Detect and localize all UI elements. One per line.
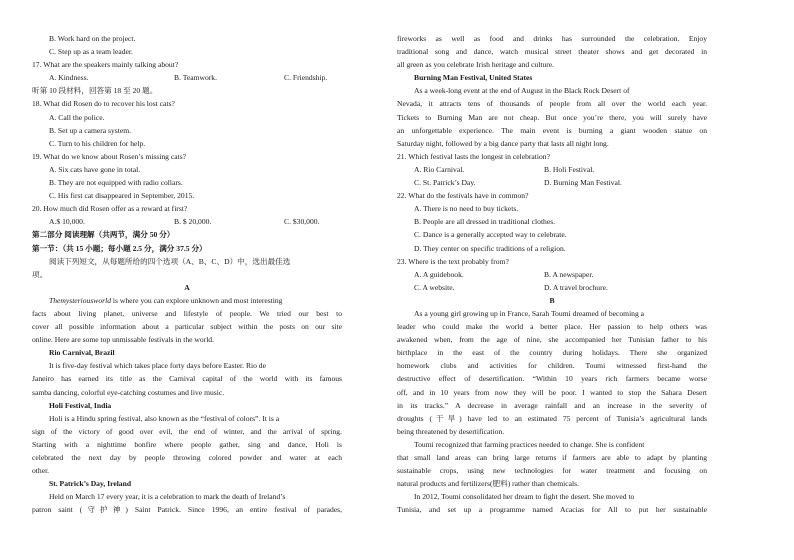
q23-option-a: A. A guidebook. — [414, 269, 464, 279]
q20-stem: 20. How much did Rosen offer as a reward at first? — [32, 204, 188, 214]
holi-line: Holi is a Hindu spring festival, also known as the “festival of colors”. It is a — [49, 413, 280, 423]
q23-options-row1 — [397, 268, 707, 281]
passage-b-line: In 2012, Toumi consolidated her dream to fight the desert. She moved to — [414, 492, 635, 502]
passage-b-line: being threatened by desertification. — [397, 426, 505, 436]
rio-line: Janeiro has earned its title as the Carnival capital of the world with its famous — [32, 374, 342, 384]
q20-options — [32, 215, 342, 228]
q17-stem: 17. What are the speakers mainly talking about? — [32, 60, 179, 70]
passage-a-line: cover all possible information about a particular subject within the posts on our site — [32, 322, 342, 332]
q20-option-a: A.$ 10,000. — [49, 217, 85, 227]
site-name: Themysteriousworld — [49, 295, 112, 305]
q21-option-d: D. Burning Man Festival. — [544, 178, 622, 188]
st-patricks-heading: St. Patrick’s Day, Ireland — [49, 479, 132, 489]
q22-option-a: A. There is no need to buy tickets. — [414, 204, 519, 214]
holi-line: celebrated the next day by people throwing colored powder and water at each — [32, 453, 342, 462]
q23-option-b: B. A newspaper. — [544, 269, 594, 279]
passage-b-line: leader who could make the world a better place. Her passion to help others was — [397, 322, 707, 332]
q23-stem: 23. Where is the text probably from? — [397, 256, 509, 266]
q21-option-a: A. Rio Carnival. — [414, 164, 465, 174]
q18-option-b: B. Set up a camera system. — [49, 125, 132, 135]
q19-option-b: B. They are not equipped with radio collars. — [49, 178, 183, 188]
st-patricks-line: Held on March 17 every year, it is a celebration to mark the death of Ireland’s — [49, 492, 286, 502]
q18-option-a: A. Call the police. — [49, 112, 105, 122]
right-column — [397, 32, 707, 516]
q18-option-c: C. Turn to his children for help. — [49, 138, 146, 148]
instruction-line-2: 项。 — [32, 269, 48, 279]
passage-b-line: awakened when, from the age of nine, she accompanied her Tunisian father to his — [397, 335, 707, 345]
q17-option-b: B. Teamwork. — [174, 73, 217, 83]
q21-options-row1 — [397, 163, 707, 176]
burning-man-line: Saturday night, followed by a big dance party that lasts all night long. — [397, 138, 609, 148]
part-two-heading: 第二部分 阅读理解（共两节，满分 50 分） — [32, 230, 175, 240]
passage-b-line: Toumi recognized that farming practices needed to change. She is confident — [414, 439, 645, 449]
passage-b-line: that small land areas can bring large returns if farmers are able to adapt by planting — [397, 453, 707, 462]
q19-stem: 19. What do we know about Rosen’s missing cats? — [32, 151, 187, 161]
q22-stem: 22. What do the festivals have in common? — [397, 191, 529, 201]
q17-options — [32, 71, 342, 84]
holi-line: Starting with a nighttime bonfire where people gather, sing and dance, Holi is — [32, 439, 342, 449]
st-patricks-line: traditional song and dance, watch musical street theater shows and get decorated in — [397, 47, 707, 57]
q17-option-a: A. Kindness. — [49, 73, 89, 83]
holi-line: other. — [32, 466, 50, 476]
q23-option-d: D. A travel brochure. — [544, 282, 608, 292]
q22-option-b: B. People are all dressed in traditional clothes. — [414, 217, 556, 227]
burning-man-line: As a week-long event at the end of August in the Black Rock Desert of — [414, 86, 630, 96]
st-patricks-line: patron saint (守护神) Saint Patrick. Since 1996, an entire festival of parades, — [32, 505, 342, 515]
passage-b-line: As a young girl growing up in France, Sarah Toumi dreamed of becoming a — [414, 308, 645, 318]
rio-carnival-heading: Rio Carnival, Brazil — [49, 348, 115, 358]
q22-option-d: D. They center on specific traditions of a religion. — [414, 243, 566, 253]
listening-instruction: 听第 10 段材料，回答第 18 至 20 题。 — [32, 86, 158, 96]
q17-option-c: C. Friendship. — [284, 73, 328, 83]
section-one-heading: 第一节：（共 15 小题；每小题 2.5 分，满分 37.5 分） — [32, 243, 207, 253]
passage-b-line: in its tracks.” A decrease in average rainfall and an increase in the severity of — [397, 400, 707, 410]
passage-b-line: Tunisia, and set up a programme named Acacias for All to put her sustainable — [397, 505, 707, 515]
q20-option-b: B. $ 20,000. — [174, 217, 212, 227]
q21-option-c: C. St. Patrick’s Day. — [414, 178, 476, 188]
q23-option-c: C. A website. — [414, 282, 455, 292]
passage-b-line: destructive effect of desertification. “Within 10 years rich farmers became worse — [397, 374, 707, 384]
q19-option-a: A. Six cats have gone in total. — [49, 164, 141, 174]
rio-line: samba dancing, colorful eye-catching costumes and live music. — [32, 387, 225, 397]
passage-b-label: B — [549, 295, 555, 305]
passage-b-line: off, and in 10 years from now they will be poor. I wanted to stop the Sahara Desert — [397, 387, 707, 397]
instruction-line-1: 阅读下列短文，从每题所给的四个选项（A、B、C、D）中，选出最佳选 — [49, 256, 291, 266]
q19-option-c: C. His first cat disappeared in September, 2015. — [49, 191, 195, 201]
passage-a-label: A — [184, 282, 190, 292]
burning-man-line: Tickets to Burning Man are not cheap. But once you’re there, you will surely have — [397, 112, 707, 122]
left-column — [32, 32, 342, 516]
passage-a-line: facts about living planet, universe and lifestyle of people. We tried our best to — [32, 308, 342, 318]
q21-options-row2 — [397, 176, 707, 189]
passage-b-line: droughts (干旱) have led to an estimated 75 percent of Tunisia’s agricultural lands — [397, 413, 707, 423]
st-patricks-line: all green as you celebrate Irish heritage and culture. — [397, 60, 555, 70]
burning-man-line: an unforgettable experience. The main event is burning a giant wooden statue on — [397, 125, 707, 135]
q23-options-row2 — [397, 281, 707, 294]
burning-man-line: Nevada, it attracts tens of thousands of people from all over the world each year. — [397, 99, 707, 109]
holi-festival-heading: Holi Festival, India — [49, 400, 112, 410]
passage-b-line: homework clubs and activities for children. Toumi witnessed first-hand the — [397, 361, 707, 371]
passage-a-line: Themysteriousworld is where you can explore unknown and most interesting — [49, 295, 283, 305]
rio-line: It is five-day festival which takes place forty days before Easter. Rio de — [49, 361, 266, 371]
passage-a-line: online. Here are some top unmissable festivals in the world. — [32, 335, 214, 345]
holi-line: sign of the victory of good over evil, the end of winter, and the arrival of spring. — [32, 426, 342, 436]
passage-b-line: birthplace in the east of the country during holidays. There she organized — [397, 348, 707, 358]
burning-man-heading: Burning Man Festival, United States — [414, 73, 533, 83]
q20-option-c: C. $30,000. — [284, 217, 320, 227]
q21-option-b: B. Holi Festival. — [544, 164, 595, 174]
q22-option-c: C. Dance is a generally accepted way to celebrate. — [414, 230, 567, 240]
st-patricks-line: fireworks as well as food and drinks has surrounded the celebration. Enjoy — [397, 34, 707, 43]
q21-stem: 21. Which festival lasts the longest in celebration? — [397, 151, 550, 161]
passage-b-line: natural products and fertilizers(肥料) rather than chemicals. — [397, 479, 579, 489]
q16-option-b: B. Work hard on the project. — [49, 34, 136, 43]
q16-option-c: C. Step up as a team leader. — [49, 47, 133, 57]
passage-b-line: sustainable crops, using new technologies for water treatment and focusing on — [397, 466, 707, 476]
q18-stem: 18. What did Rosen do to recover his lost cats? — [32, 99, 175, 109]
